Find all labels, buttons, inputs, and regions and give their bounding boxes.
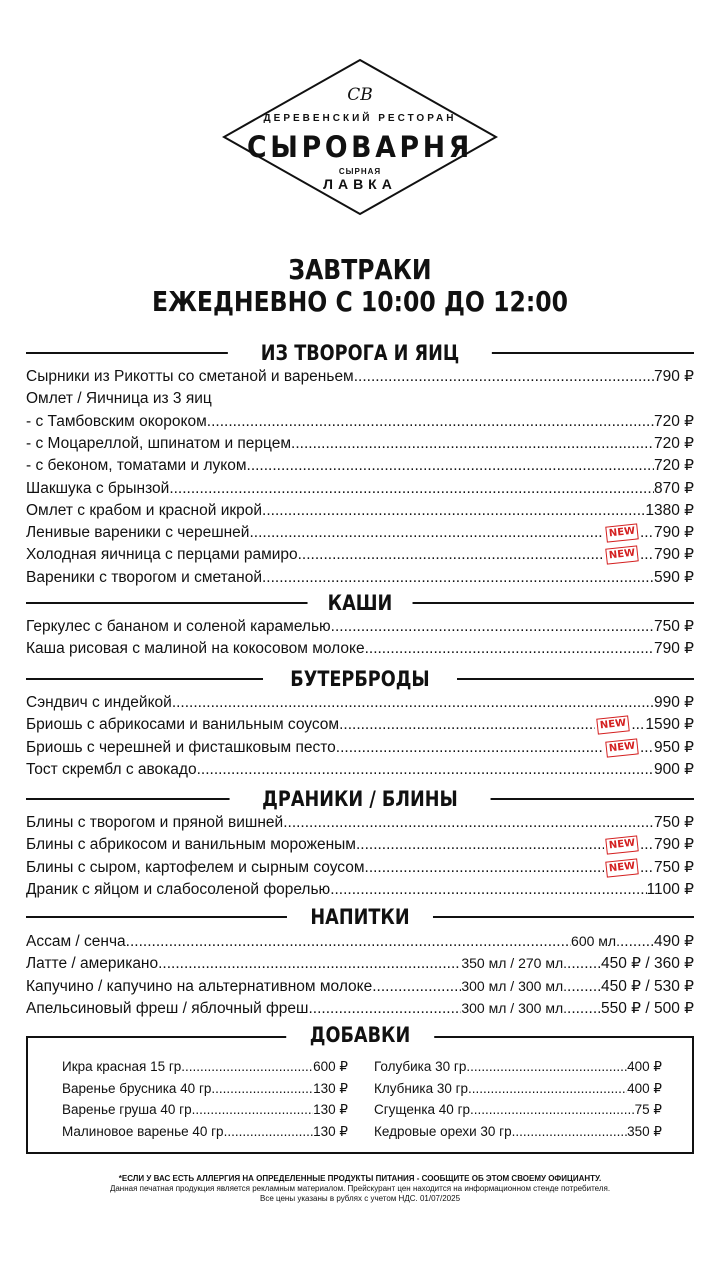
- menu-item: [26, 975, 694, 997]
- menu-item: [26, 478, 694, 500]
- dot-leader: [262, 567, 654, 589]
- section-header: [26, 666, 694, 692]
- item-volume: 350 мл / 270 мл.: [461, 955, 568, 972]
- menu-item: [26, 616, 694, 638]
- dot-leader: [365, 857, 604, 879]
- menu-item: [26, 388, 694, 410]
- item-price: 790 ₽: [653, 640, 694, 658]
- item-price: 450 ₽ / 530 ₽: [601, 977, 694, 995]
- dot-leader: [262, 500, 645, 522]
- dot-leader: [330, 879, 646, 901]
- dot-leader: [472, 1078, 627, 1100]
- dot-leader: [339, 714, 595, 736]
- dot-leader: [640, 857, 654, 879]
- addon-price: 75 ₽: [634, 1102, 662, 1117]
- addons-box: [26, 1036, 694, 1154]
- menu-item: [26, 411, 694, 433]
- menu-item: [26, 500, 694, 522]
- item-name: Вареники с творогом и сметаной: [26, 568, 262, 586]
- item-price: 790 ₽: [653, 524, 694, 542]
- menu-item: [26, 366, 694, 388]
- new-badge: NEW: [605, 523, 639, 542]
- section-title-text: ИЗ ТВОРОГА И ЯИЦ: [260, 341, 460, 365]
- item-price: 990 ₽: [653, 694, 694, 711]
- menu-item: [26, 714, 694, 736]
- new-badge: NEW: [605, 836, 639, 855]
- item-name: Геркулес с бананом и соленой карамелью: [26, 618, 331, 635]
- section-header: [26, 904, 694, 930]
- menu-item: [26, 737, 694, 759]
- dot-leader: [640, 737, 654, 759]
- item-name: - с Моцареллой, шпинатом и перцем: [26, 434, 292, 452]
- menu-item: [26, 692, 694, 714]
- dot-leader: [195, 1099, 313, 1121]
- addon-price: 400 ₽: [627, 1080, 662, 1096]
- item-name: Апельсиновый фреш / яблочный фреш: [26, 999, 309, 1017]
- menu-heading: [0, 254, 720, 318]
- item-price: 1100 ₽: [646, 880, 694, 898]
- section-title-text: ДРАНИКИ / БЛИНЫ: [262, 787, 458, 811]
- vat-note: Все цены указаны в рублях с учетом НДС. 01/07/2025: [259, 1194, 461, 1203]
- menu-item: [26, 759, 694, 781]
- dot-leader: [354, 366, 654, 388]
- item-name: Холодная яичница с перцами рамиро: [26, 546, 298, 564]
- item-volume: 300 мл / 300 мл.: [461, 999, 568, 1016]
- footer: [0, 1174, 720, 1204]
- dot-leader: [247, 455, 654, 477]
- section-title-text: БУТЕРБРОДЫ: [290, 667, 430, 691]
- item-name: Сэндвич с индейкой: [26, 694, 172, 711]
- dot-leader: [291, 433, 654, 455]
- dot-leader: [474, 1099, 635, 1121]
- dot-leader: [197, 759, 654, 781]
- item-name: Шакшука с брынзой: [26, 479, 170, 497]
- item-name: Драник с яйцом и слабосоленой форелью: [26, 880, 331, 898]
- addon-price: 400 ₽: [627, 1059, 662, 1074]
- item-name: Каша рисовая с малиной на кокосовом молоке: [26, 640, 365, 658]
- menu-item: [26, 879, 694, 901]
- addon-price: 130 ₽: [313, 1123, 348, 1139]
- item-price: 950 ₽: [653, 738, 694, 756]
- logo-monogram: CB: [347, 85, 373, 105]
- dot-leader: [283, 812, 654, 834]
- item-volume: 600 мл.: [571, 933, 620, 949]
- addon-price: 130 ₽: [313, 1080, 348, 1096]
- dot-leader: [215, 1078, 313, 1100]
- dot-leader: [640, 834, 654, 856]
- addon-item: [374, 1056, 662, 1078]
- new-badge: NEW: [596, 716, 630, 735]
- addon-name: Варенье брусника 40 гр.: [62, 1080, 216, 1096]
- addon-item: [62, 1078, 348, 1100]
- menu-item: [26, 997, 694, 1019]
- menu-item: [26, 834, 694, 856]
- item-price: 1380 ₽: [645, 501, 694, 519]
- dot-leader: [620, 931, 654, 953]
- item-name: Бриошь с черешней и фисташковым песто: [26, 738, 336, 756]
- menu-schedule: ЕЖЕДНЕВНО С 10:00 ДО 12:00: [152, 285, 568, 318]
- addon-item: [374, 1078, 662, 1100]
- addon-price: 350 ₽: [627, 1123, 662, 1139]
- addon-name: Кедровые орехи 30 гр.: [374, 1123, 516, 1139]
- restaurant-logo: [222, 58, 498, 216]
- menu-item: [26, 567, 694, 589]
- item-name: - с беконом, томатами и луком: [26, 457, 247, 475]
- addon-name: Варенье груша 40 гр.: [62, 1102, 196, 1117]
- dot-leader: [172, 692, 654, 714]
- addon-price: 130 ₽: [313, 1102, 348, 1117]
- dot-leader: [356, 834, 604, 856]
- addon-name: Голубика 30 гр.: [374, 1059, 471, 1074]
- dot-leader: [331, 616, 654, 638]
- item-price: 790 ₽: [653, 546, 694, 564]
- dot-leader: [640, 522, 654, 544]
- allergy-note: *ЕСЛИ У ВАС ЕСТЬ АЛЛЕРГИЯ НА ОПРЕДЕЛЕННЫЕ ПРОДУКТЫ ПИТАНИЯ - СООБЩИТЕ ОБ ЭТОМ СВОЕМУ ОФИЦИАНТУ.: [118, 1174, 602, 1183]
- logo-small-text: СЫРНАЯ: [338, 167, 382, 176]
- dot-leader: [567, 953, 601, 975]
- addons-title-text: ДОБАВКИ: [309, 1023, 411, 1047]
- addon-name: Сгущенка 40 гр.: [374, 1102, 474, 1117]
- menu-item: [26, 433, 694, 455]
- addon-item: [62, 1056, 348, 1078]
- menu-item: [26, 544, 694, 566]
- logo-subtitle: ДЕРЕВЕНСКИЙ РЕСТОРАН: [263, 113, 457, 124]
- item-price: 790 ₽: [653, 836, 694, 854]
- item-name: Ленивые вареники с черешней: [26, 524, 250, 542]
- dot-leader: [126, 931, 571, 953]
- section-header: [26, 786, 694, 812]
- menu-item: [26, 930, 694, 952]
- item-price: 790 ₽: [653, 368, 694, 385]
- item-name: Блины с сыром, картофелем и сырным соусом: [26, 858, 365, 876]
- dot-leader: [249, 522, 603, 544]
- section-header: [26, 590, 694, 616]
- dot-leader: [298, 544, 604, 566]
- item-name: Блины с творогом и пряной вишней: [26, 814, 284, 831]
- item-price: 550 ₽ / 500 ₽: [601, 999, 694, 1017]
- section-title-text: НАПИТКИ: [310, 905, 410, 929]
- item-price: 750 ₽: [653, 814, 694, 831]
- section-title: [287, 904, 433, 930]
- item-name: Латте / американо: [26, 955, 159, 973]
- section-title: [308, 590, 413, 616]
- dot-leader: [567, 976, 601, 998]
- item-price: 490 ₽: [653, 933, 694, 950]
- item-price: 1590 ₽: [645, 716, 694, 734]
- dot-leader: [158, 953, 461, 975]
- item-price: 750 ₽: [653, 858, 694, 876]
- menu-item: [26, 522, 694, 544]
- dot-leader: [640, 544, 654, 566]
- logo-lavka: ЛАВКА: [323, 176, 397, 192]
- item-name: Омлет с крабом и красной икрой: [26, 501, 263, 519]
- addon-item: [62, 1099, 348, 1121]
- dot-leader: [567, 998, 601, 1020]
- dot-leader: [185, 1056, 313, 1078]
- disclaimer: Данная печатная продукция является рекламным материалом. Прейскурант цен находится на информационном стенде потребителя.: [109, 1184, 611, 1193]
- menu-title: ЗАВТРАКИ: [288, 253, 432, 286]
- item-name: Капучино / капучино на альтернативном молоке: [26, 977, 373, 995]
- item-name: Тост скрембл с авокадо: [26, 760, 197, 778]
- item-name: Ассам / сенча: [26, 933, 126, 950]
- dot-leader: [372, 976, 461, 998]
- section-header: [26, 340, 694, 366]
- new-badge: NEW: [605, 738, 639, 757]
- dot-leader: [470, 1056, 627, 1078]
- item-name: Сырники из Рикотты со сметаной и вареньем: [26, 368, 354, 385]
- addon-item: [374, 1099, 662, 1121]
- dot-leader: [227, 1121, 313, 1143]
- logo-name: СЫРОВАРНЯ: [246, 130, 474, 164]
- item-name: Блины с абрикосом и ванильным мороженым: [26, 836, 356, 854]
- addon-item: [374, 1121, 662, 1143]
- item-name: Омлет / Яичница из 3 яиц: [26, 390, 212, 408]
- item-price: 720 ₽: [653, 412, 694, 430]
- menu-item: [26, 812, 694, 834]
- item-price: 720 ₽: [653, 434, 694, 452]
- section-title-text: КАШИ: [327, 591, 393, 615]
- section-title: [230, 786, 491, 812]
- section-title: [228, 340, 492, 366]
- new-badge: NEW: [605, 546, 639, 565]
- addon-price: 600 ₽: [313, 1059, 348, 1074]
- dot-leader: [169, 478, 654, 500]
- dot-leader: [631, 714, 645, 736]
- menu-item: [26, 952, 694, 974]
- addon-item: [62, 1121, 348, 1143]
- menu-item: [26, 455, 694, 477]
- item-name: - с Тамбовским окороком: [26, 412, 207, 430]
- addon-name: Клубника 30 гр.: [374, 1080, 472, 1096]
- addon-name: Икра красная 15 гр.: [62, 1059, 186, 1074]
- item-price: 450 ₽ / 360 ₽: [601, 955, 694, 973]
- item-price: 720 ₽: [653, 457, 694, 475]
- menu-item: [26, 638, 694, 660]
- item-price: 870 ₽: [653, 479, 694, 497]
- item-volume: 300 мл / 300 мл.: [461, 977, 568, 994]
- addons-header: [26, 1022, 694, 1048]
- dot-leader: [207, 411, 654, 433]
- menu-item: [26, 857, 694, 879]
- item-price: 900 ₽: [653, 760, 694, 778]
- dot-leader: [515, 1121, 627, 1143]
- dot-leader: [336, 737, 604, 759]
- item-price: 750 ₽: [653, 618, 694, 635]
- dot-leader: [365, 638, 654, 660]
- addon-name: Малиновое варенье 40 гр.: [62, 1123, 228, 1139]
- new-badge: NEW: [605, 858, 639, 877]
- addons-title: [286, 1022, 434, 1048]
- dot-leader: [308, 998, 461, 1020]
- item-name: Бриошь с абрикосами и ванильным соусом: [26, 716, 340, 734]
- item-price: 590 ₽: [653, 568, 694, 586]
- section-title: [263, 666, 457, 692]
